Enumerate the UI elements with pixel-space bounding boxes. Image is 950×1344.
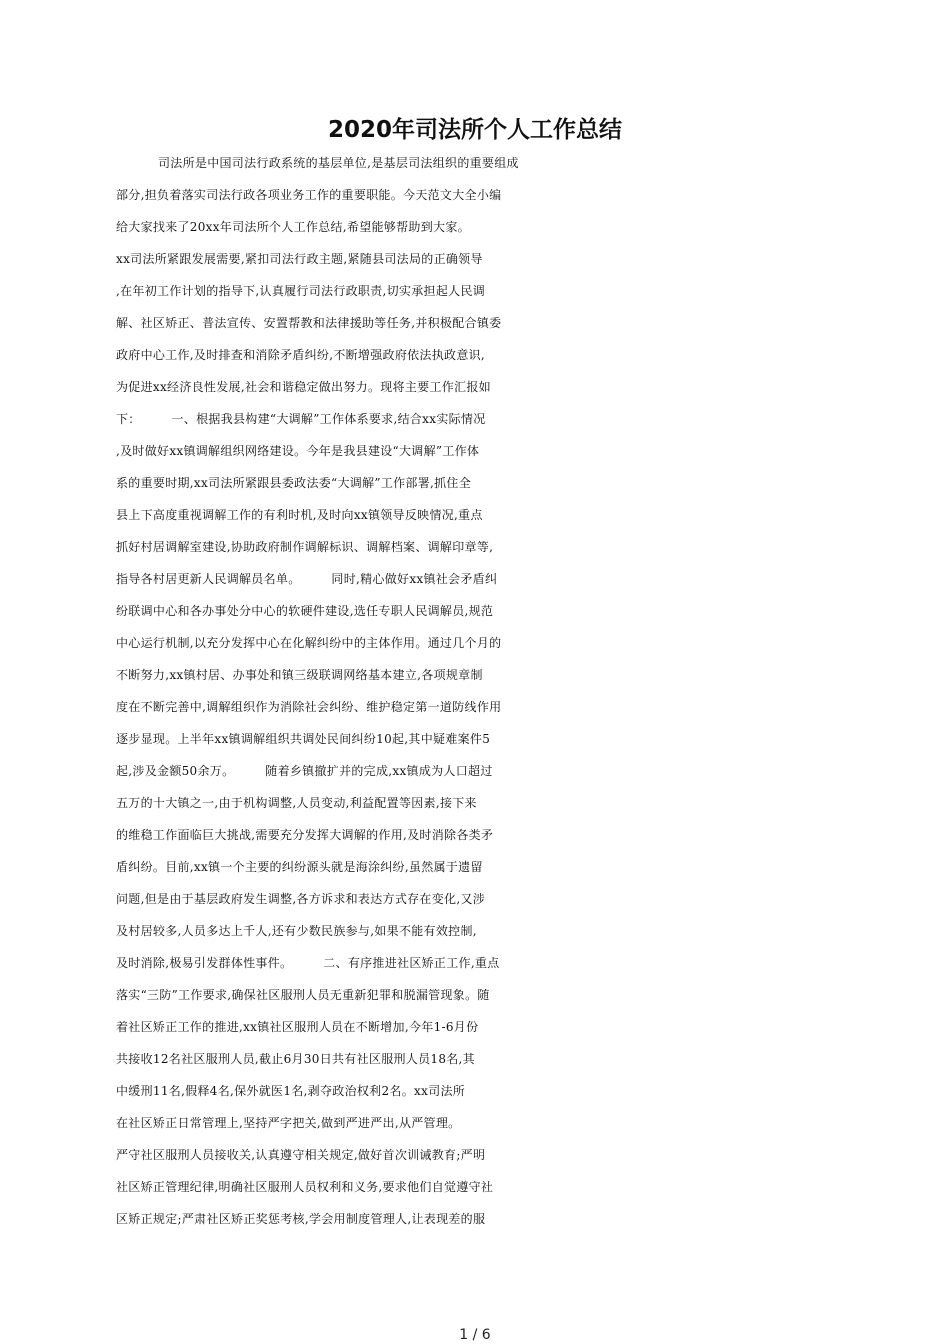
body-line: 严守社区服刑人员接收关,认真遵守相关规定,做好首次训诫教育;严明: [116, 1148, 486, 1162]
body-line: 抓好村居调解室建设,协助政府制作调解标识、调解档案、调解印章等,: [116, 540, 494, 554]
body-line: xx司法所紧跟发展需要,紧扣司法行政主题,紧随县司法局的正确领导: [116, 252, 483, 266]
body-line: 县上下高度重视调解工作的有利时机,及时向xx镇领导反映情况,重点: [116, 508, 483, 522]
body-line: 共接收12名社区服刑人员,截止6月30日共有社区服刑人员18名,其: [116, 1052, 475, 1066]
page-number: 1 / 6: [459, 1327, 491, 1343]
body-line: 指导各村居更新人民调解员名单。 同时,精心做好xx镇社会矛盾纠: [116, 572, 498, 586]
body-line: 部分,担负着落实司法行政各项业务工作的重要职能。今天范文大全小编: [116, 188, 502, 202]
document-body: [0, 147, 950, 1235]
page-title: 2020年司法所个人工作总结: [327, 117, 622, 143]
body-line: 在社区矫正日常管理上,坚持严字把关,做到严进严出,从严管理。: [116, 1116, 461, 1130]
body-line: 的维稳工作面临巨大挑战,需要充分发挥大调解的作用,及时消除各类矛: [116, 828, 494, 842]
body-line: 五万的十大镇之一,由于机构调整,人员变动,利益配置等因素,接下来: [116, 796, 477, 810]
body-line: 问题,但是由于基层政府发生调整,各方诉求和表达方式存在变化,又涉: [116, 892, 486, 906]
body-line: 政府中心工作,及时排查和消除矛盾纠纷,不断增强政府依法执政意识,: [116, 348, 486, 362]
body-line: 区矫正规定;严肃社区矫正奖惩考核,学会用制度管理人,让表现差的服: [116, 1212, 486, 1226]
body-line: 不断努力,xx镇村居、办事处和镇三级联调网络基本建立,各项规章制: [116, 668, 483, 682]
body-line: 盾纠纷。目前,xx镇一个主要的纠纷源头就是海涂纠纷,虽然属于遗留: [116, 860, 483, 874]
body-line: 及村居较多,人员多达上千人,还有少数民族参与,如果不能有效控制,: [116, 924, 477, 938]
body-line: 逐步显现。上半年xx镇调解组织共调处民间纠纷10起,其中疑难案件5: [116, 732, 491, 746]
body-line: 度在不断完善中,调解组织作为消除社会纠纷、维护稳定第一道防线作用: [116, 700, 502, 714]
body-line: 司法所是中国司法行政系统的基层单位,是基层司法组织的重要组成: [158, 156, 519, 170]
body-line: 系的重要时期,xx司法所紧跟县委政法委“大调解”工作部署,抓住全: [116, 476, 472, 490]
body-line: 给大家找来了20xx年司法所个人工作总结,希望能够帮助到大家。: [116, 220, 470, 234]
body-line: 及时消除,极易引发群体性事件。 二、有序推进社区矫正工作,重点: [116, 956, 500, 970]
body-line: 中缓刑11名,假释4名,保外就医1名,剥夺政治权利2名。xx司法所: [116, 1084, 466, 1098]
body-line: 社区矫正管理纪律,明确社区服刑人员权利和义务,要求他们自觉遵守社: [116, 1180, 494, 1194]
body-line: 起,涉及金额50余万。 随着乡镇撤扩并的完成,xx镇成为人口超过: [116, 764, 493, 778]
body-line: 中心运行机制,以充分发挥中心在化解纠纷中的主体作用。通过几个月的: [116, 636, 502, 650]
body-line: ,在年初工作计划的指导下,认真履行司法行政职责,切实承担起人民调: [116, 284, 486, 298]
body-line: 解、社区矫正、普法宣传、安置帮教和法律援助等任务,并积极配合镇委: [116, 316, 502, 330]
body-line: 为促进xx经济良性发展,社会和谐稳定做出努力。现将主要工作汇报如: [116, 380, 491, 394]
body-line: 下： 一、根据我县构建“大调解”工作体系要求,结合xx实际情况: [116, 412, 486, 426]
body-line: 纷联调中心和各办事处分中心的软硬件建设,选任专职人民调解员,规范: [116, 604, 494, 618]
body-line: 着社区矫正工作的推进,xx镇社区服刑人员在不断增加,今年1-6月份: [116, 1020, 479, 1034]
body-line: 落实“三防”工作要求,确保社区服刑人员无重新犯罪和脱漏管现象。随: [116, 988, 490, 1002]
body-line: ,及时做好xx镇调解组织网络建设。今年是我县建设“大调解”工作体: [116, 444, 480, 458]
